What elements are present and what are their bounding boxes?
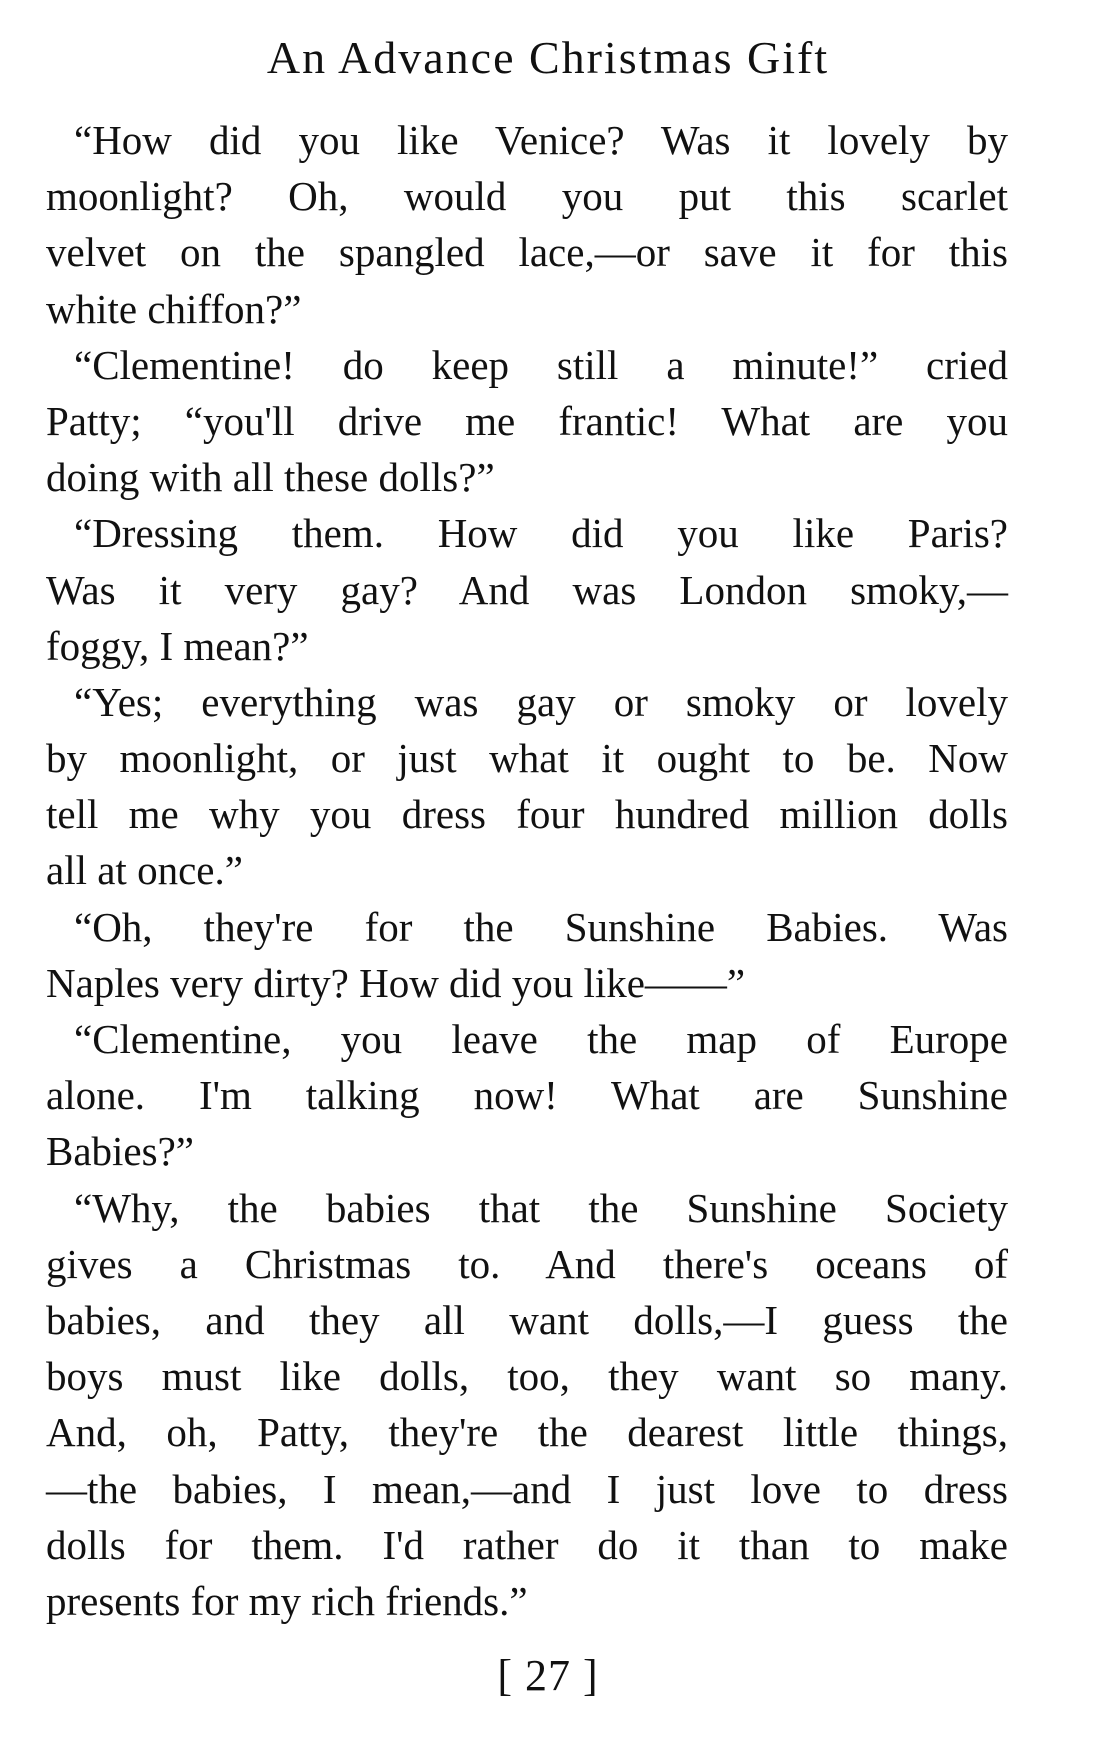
text-line: “Dressing them. How did you like Paris? [74, 510, 1008, 557]
text-line: doing with all these dolls?” [46, 454, 495, 501]
text-line: Was it very gay? And was London smoky,— [46, 566, 1008, 613]
text-line: “Yes; everything was gay or smoky or lovely [74, 678, 1008, 725]
text-line: velvet on the spangled lace,—or save it for this [46, 229, 1008, 276]
text-line: tell me why you dress four hundred million dolls [46, 791, 1008, 838]
text-line: boys must like dolls, too, they want so many. [46, 1353, 1008, 1400]
page-number: [ 27 ] [497, 1651, 599, 1700]
text-line: moonlight? Oh, would you put this scarlet [46, 173, 1008, 220]
text-line: all at once.” [46, 847, 243, 894]
text-line: dolls for them. I'd rather do it than to make [46, 1521, 1008, 1568]
text-line: “How did you like Venice? Was it lovely by [74, 117, 1008, 163]
text-line: Patty; “you'll drive me frantic! What are you [46, 397, 1008, 444]
text-line: alone. I'm talking now! What are Sunshine [46, 1072, 1008, 1119]
text-line: —the babies, I mean,—and I just love to dress [46, 1465, 1008, 1512]
body-text [46, 112, 1008, 1629]
text-line: white chiffon?” [46, 285, 302, 332]
text-line: by moonlight, or just what it ought to be. Now [46, 735, 1008, 782]
text-line: presents for my rich friends.” [46, 1577, 528, 1624]
running-head: An Advance Christmas Gift [266, 32, 830, 83]
text-line: Naples very dirty? How did you like——” [46, 959, 746, 1006]
text-line: babies, and they all want dolls,—I guess the [46, 1296, 1008, 1343]
text-line: foggy, I mean?” [46, 622, 309, 669]
text-line: “Clementine, you leave the map of Europe [74, 1016, 1008, 1062]
text-line: “Clementine! do keep still a minute!” cried [74, 341, 1008, 388]
text-line: And, oh, Patty, they're the dearest little things, [46, 1409, 1008, 1456]
text-line: Babies?” [46, 1128, 194, 1175]
text-line: gives a Christmas to. And there's oceans of [46, 1240, 1008, 1287]
text-line: “Oh, they're for the Sunshine Babies. Was [74, 903, 1008, 950]
text-line: “Why, the babies that the Sunshine Society [74, 1184, 1008, 1231]
